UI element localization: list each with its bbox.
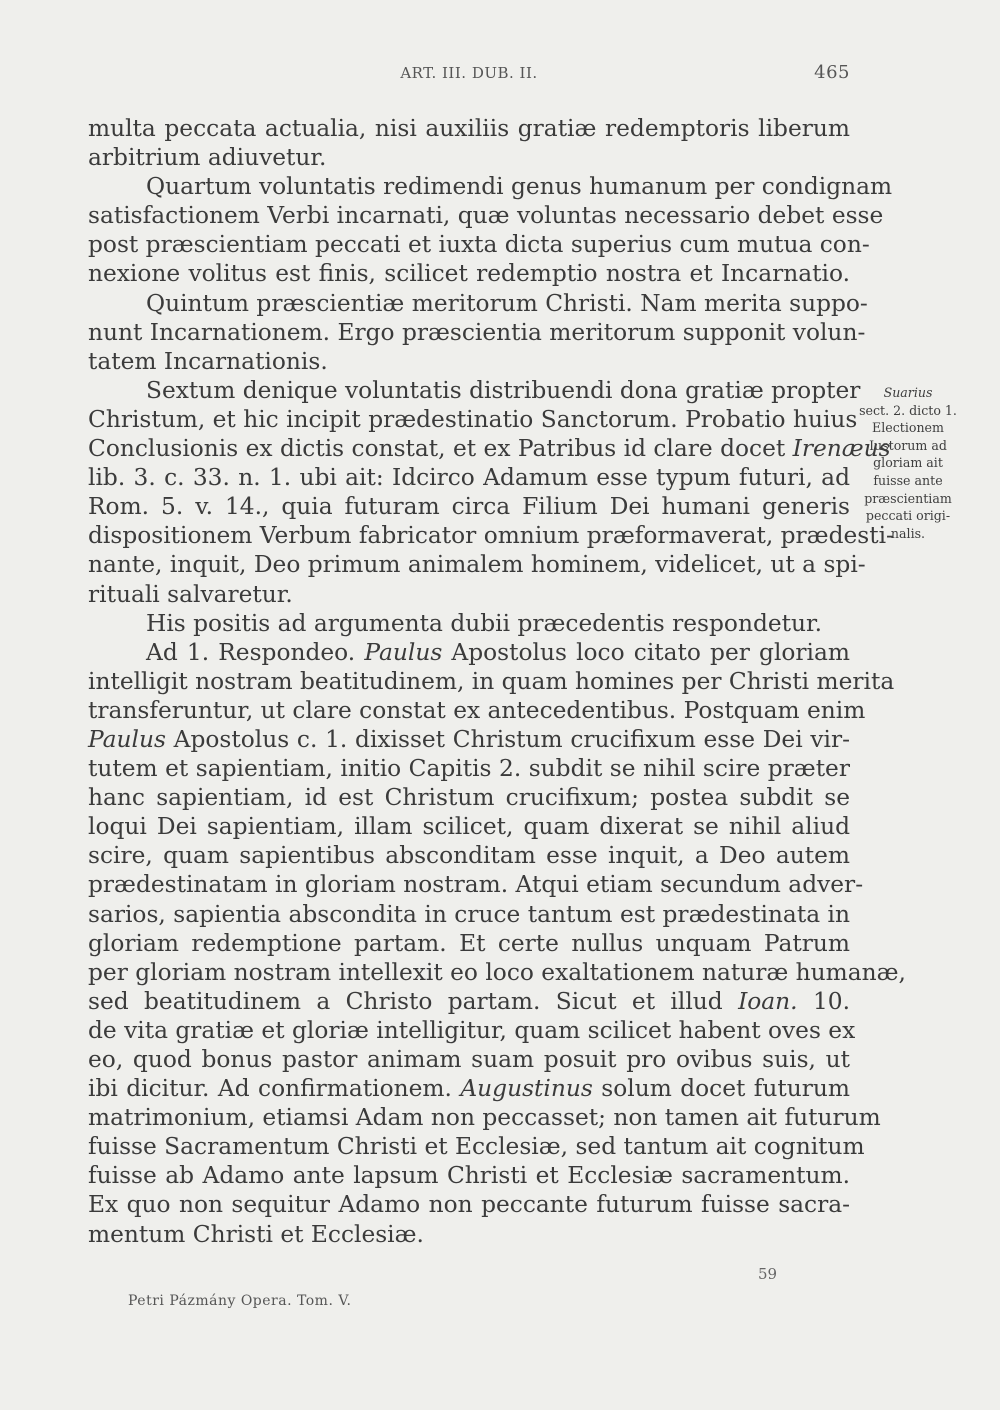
text-line: post præscientiam peccati et iuxta dicta superius cum mutua con-	[88, 231, 870, 259]
text-line: Rom. 5. v. 14., quia futuram circa Filium Dei humani generis	[88, 493, 850, 521]
text-line: matrimonium, etiamsi Adam non peccasset; non tamen ait futurum	[88, 1104, 881, 1132]
margin-note-line: Iustorum ad	[869, 437, 947, 453]
margin-note-line: peccati origi-	[865, 508, 951, 524]
text-line: lib. 3. c. 33. n. 1. ubi ait: Idcirco Adamum esse typum futuri, ad	[88, 464, 850, 492]
text-line: dispositionem Verbum fabricator omnium præformaverat, prædesti-	[88, 522, 894, 550]
text-line: intelligit nostram beatitudinem, in quam homines per Christi merita	[88, 667, 895, 695]
running-title: ART. III. DUB. II.	[400, 64, 538, 82]
text-line: tutem et sapientiam, initio Capitis 2. subdit se nihil scire præter	[88, 755, 850, 783]
text-line: Christum, et hic incipit prædestinatio Sanctorum. Probatio huius	[88, 405, 858, 433]
margin-note-line: Electionem	[872, 420, 944, 436]
text-line: arbitrium adiuvetur.	[88, 144, 327, 172]
margin-note-line: nalis.	[890, 525, 926, 541]
text-line: Sextum denique voluntatis distribuendi dona gratiæ propter	[146, 376, 861, 404]
signature-mark: 59	[758, 1265, 778, 1283]
text-line: Ad 1. Respondeo. Paulus Apostolus loco citato per gloriam	[146, 638, 850, 666]
page-number: 465	[814, 62, 850, 83]
text-line: Paulus Apostolus c. 1. dixisset Christum crucifixum esse Dei vir-	[88, 725, 850, 753]
margin-note-line: fuisse ante	[873, 472, 943, 488]
text-line: Ex quo non sequitur Adamo non peccante futurum fuisse sacra-	[88, 1191, 850, 1219]
text-line: sarios, sapientia abscondita in cruce tantum est prædestinata in	[88, 900, 850, 928]
text-line: eo, quod bonus pastor animam suam posuit pro ovibus suis, ut	[88, 1046, 850, 1073]
text-line: Quintum præscientiæ meritorum Christi. Nam merita suppo-	[146, 289, 868, 317]
body-text	[88, 114, 906, 1249]
text-line: mentum Christi et Ecclesiæ.	[88, 1220, 424, 1248]
margin-note-line: Suarius	[883, 385, 933, 400]
text-line: scire, quam sapientibus absconditam esse inquit, a Deo autem	[88, 842, 850, 870]
margin-note-line: gloriam ait	[873, 455, 943, 471]
text-line: prædestinatam in gloriam nostram. Atqui etiam secundum adver-	[88, 871, 864, 899]
text-line: de vita gratiæ et gloriæ intelligitur, quam scilicet habent oves ex	[88, 1016, 856, 1044]
text-line: His positis ad argumenta dubii præcedentis respondetur.	[146, 609, 823, 637]
text-line: nunt Incarnationem. Ergo præscientia meritorum supponit volun-	[88, 318, 866, 346]
text-line: multa peccata actualia, nisi auxiliis gratiæ redemptoris liberum	[88, 115, 850, 142]
text-line: satisfactionem Verbi incarnati, quæ voluntas necessario debet esse	[88, 202, 884, 230]
text-line: hanc sapientiam, id est Christum crucifixum; postea subdit se	[88, 784, 850, 812]
footer-imprint: Petri Pázmány Opera. Tom. V.	[128, 1293, 352, 1309]
text-line: fuisse ab Adamo ante lapsum Christi et Ecclesiæ sacramentum.	[88, 1162, 850, 1190]
text-line: fuisse Sacramentum Christi et Ecclesiæ, sed tantum ait cognitum	[88, 1133, 865, 1161]
text-line: transferuntur, ut clare constat ex antecedentibus. Postquam enim	[88, 696, 866, 724]
margin-note-line: sect. 2. dicto 1.	[859, 402, 957, 418]
text-line: nexione volitus est finis, scilicet redemptio nostra et Incarnatio.	[88, 260, 850, 288]
text-line: sed beatitudinem a Christo partam. Sicut et illud Ioan. 10.	[88, 987, 850, 1015]
text-line: per gloriam nostram intellexit eo loco exaltationem naturæ humanæ,	[88, 958, 906, 986]
text-line: Conclusionis ex dictis constat, et ex Patribus id clare docet Irenæus	[88, 435, 891, 463]
text-line: loqui Dei sapientiam, illam scilicet, quam dixerat se nihil aliud	[88, 813, 850, 841]
text-line: gloriam redemptione partam. Et certe nullus unquam Patrum	[88, 929, 850, 957]
text-line: tatem Incarnationis.	[88, 347, 328, 375]
text-line: nante, inquit, Deo primum animalem hominem, videlicet, ut a spi-	[88, 551, 866, 579]
margin-note-line: præscientiam	[864, 490, 952, 506]
text-line: ibi dicitur. Ad confirmationem. Augustinus solum docet futurum	[88, 1075, 850, 1103]
margin-note	[850, 384, 966, 542]
text-line: Quartum voluntatis redimendi genus humanum per condignam	[146, 173, 893, 201]
text-line: rituali salvaretur.	[88, 580, 293, 608]
